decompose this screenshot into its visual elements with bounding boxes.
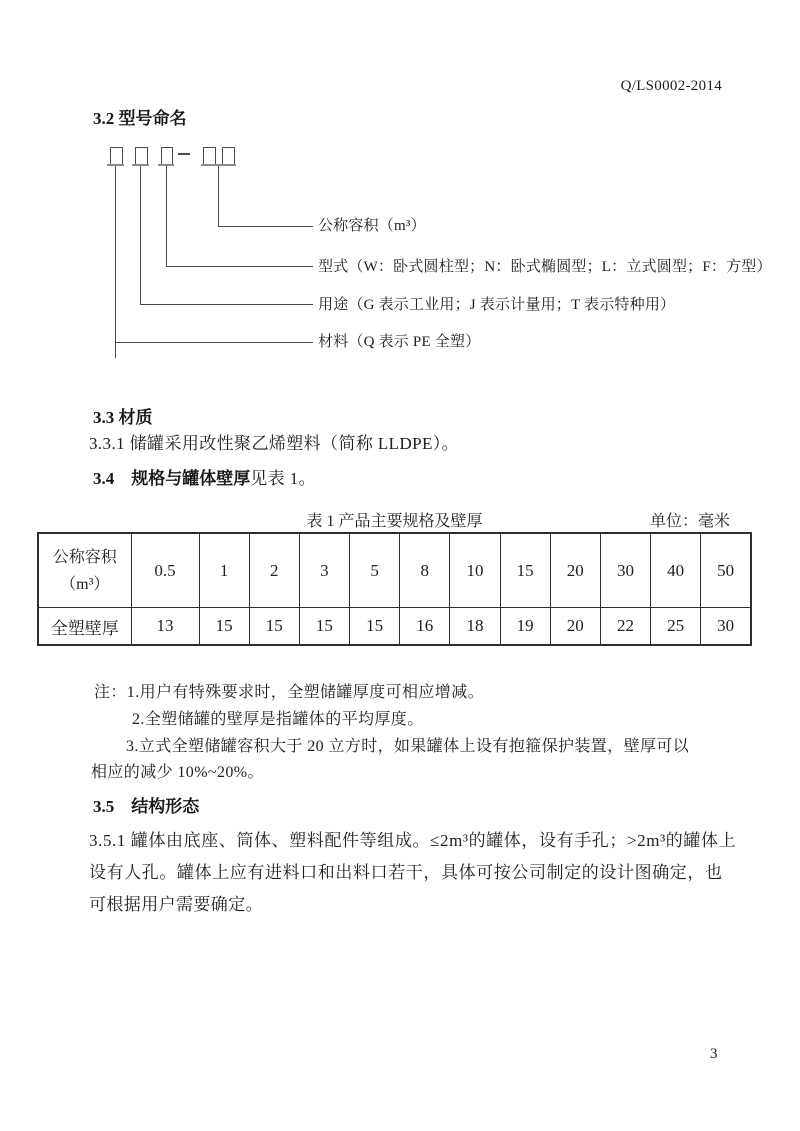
section-3-3-heading: 3.3 材质 <box>93 408 153 427</box>
connector-vline-type <box>166 166 167 267</box>
model-code-box-5 <box>222 147 235 165</box>
clause-3-5-1-line1: 3.5.1 罐体由底座、筒体、塑料配件等组成。≤2m³的罐体，设有手孔；>2m³的罐体上 <box>89 831 737 850</box>
clause-3-3-1: 3.3.1 储罐采用改性聚乙烯塑料（简称 LLDPE）。 <box>89 434 460 453</box>
table-cell: 30 <box>701 608 751 646</box>
table-cell: 8 <box>400 533 450 608</box>
model-code-box-4 <box>203 147 216 165</box>
connector-hline-type <box>166 266 313 267</box>
table-cell: 25 <box>651 608 701 646</box>
table-note-3: 3.立式全塑储罐容积大于 20 立方时，如果罐体上设有抱箍保护装置，壁厚可以 <box>126 738 690 755</box>
table-cell: 40 <box>651 533 701 608</box>
table-data-row <box>38 608 751 646</box>
model-code-box-3 <box>161 147 173 165</box>
table-cell: 16 <box>400 608 450 646</box>
header-label-line1: 公称容积 <box>52 548 117 566</box>
table-caption: 表 1 产品主要规格及壁厚 <box>306 513 483 530</box>
table-header-label-cell <box>38 533 131 608</box>
table-note-1: 注：1.用户有特殊要求时，全塑储罐厚度可相应增减。 <box>94 684 485 701</box>
clause-3-5-1-line2: 设有人孔。罐体上应有进料口和出料口若干，具体可按公司制定的设计图确定，也 <box>89 863 723 882</box>
connector-vline-volume <box>218 166 219 227</box>
page-number: 3 <box>710 1046 718 1062</box>
connector-vline-usage <box>140 166 141 305</box>
table-cell: 20 <box>550 533 600 608</box>
connector-vline-material <box>115 166 116 358</box>
table-cell: 0.5 <box>131 533 199 608</box>
table-cell: 15 <box>249 608 299 646</box>
table-cell: 1 <box>199 533 249 608</box>
table-unit-label: 单位：毫米 <box>649 513 730 530</box>
model-code-dash <box>178 153 190 155</box>
table-header-row <box>38 533 751 608</box>
diagram-label-volume: 公称容积（m³） <box>318 218 426 234</box>
table-cell: 20 <box>550 608 600 646</box>
doc-number: Q/LS0002-2014 <box>620 78 722 94</box>
table-cell: 15 <box>500 533 550 608</box>
section-3-4-heading <box>93 469 316 489</box>
model-code-box-1 <box>110 147 123 165</box>
connector-hline-material <box>115 342 313 343</box>
table-cell: 30 <box>600 533 650 608</box>
table-cell: 15 <box>199 608 249 646</box>
diagram-label-usage: 用途（G 表示工业用；J 表示计量用；T 表示特种用） <box>318 297 676 313</box>
table-cell: 19 <box>500 608 550 646</box>
section-3-4-heading-bold: 3.4 规格与罐体壁厚 <box>93 469 251 488</box>
clause-3-5-1-line3: 可根据用户需要确定。 <box>89 895 263 914</box>
table-row-label: 全塑壁厚 <box>38 608 131 646</box>
diagram-label-material: 材料（Q 表示 PE 全塑） <box>318 334 481 350</box>
table-note-2: 2.全塑储罐的壁厚是指罐体的平均厚度。 <box>132 711 424 728</box>
table-cell: 5 <box>350 533 400 608</box>
table-cell: 3 <box>299 533 349 608</box>
table-cell: 2 <box>249 533 299 608</box>
section-3-5-heading: 3.5 结构形态 <box>93 797 200 816</box>
section-3-4-heading-suffix: 见表 1。 <box>250 469 316 488</box>
section-3-2-heading: 3.2 型号命名 <box>93 109 187 128</box>
table-cell: 13 <box>131 608 199 646</box>
diagram-label-type: 型式（W：卧式圆柱型；N：卧式椭圆型；L：立式圆型；F：方型） <box>318 259 772 275</box>
connector-hline-usage <box>140 304 313 305</box>
connector-hline-volume <box>218 226 313 227</box>
table-cell: 18 <box>450 608 500 646</box>
table-cell: 50 <box>701 533 751 608</box>
header-label-line2: （m³） <box>60 575 110 593</box>
table-cell: 10 <box>450 533 500 608</box>
spec-table <box>37 532 752 646</box>
model-code-box-2 <box>135 147 148 165</box>
table-cell: 22 <box>600 608 650 646</box>
table-cell: 15 <box>350 608 400 646</box>
table-cell: 15 <box>299 608 349 646</box>
table-note-3-continued: 相应的减少 10%~20%。 <box>91 764 264 781</box>
